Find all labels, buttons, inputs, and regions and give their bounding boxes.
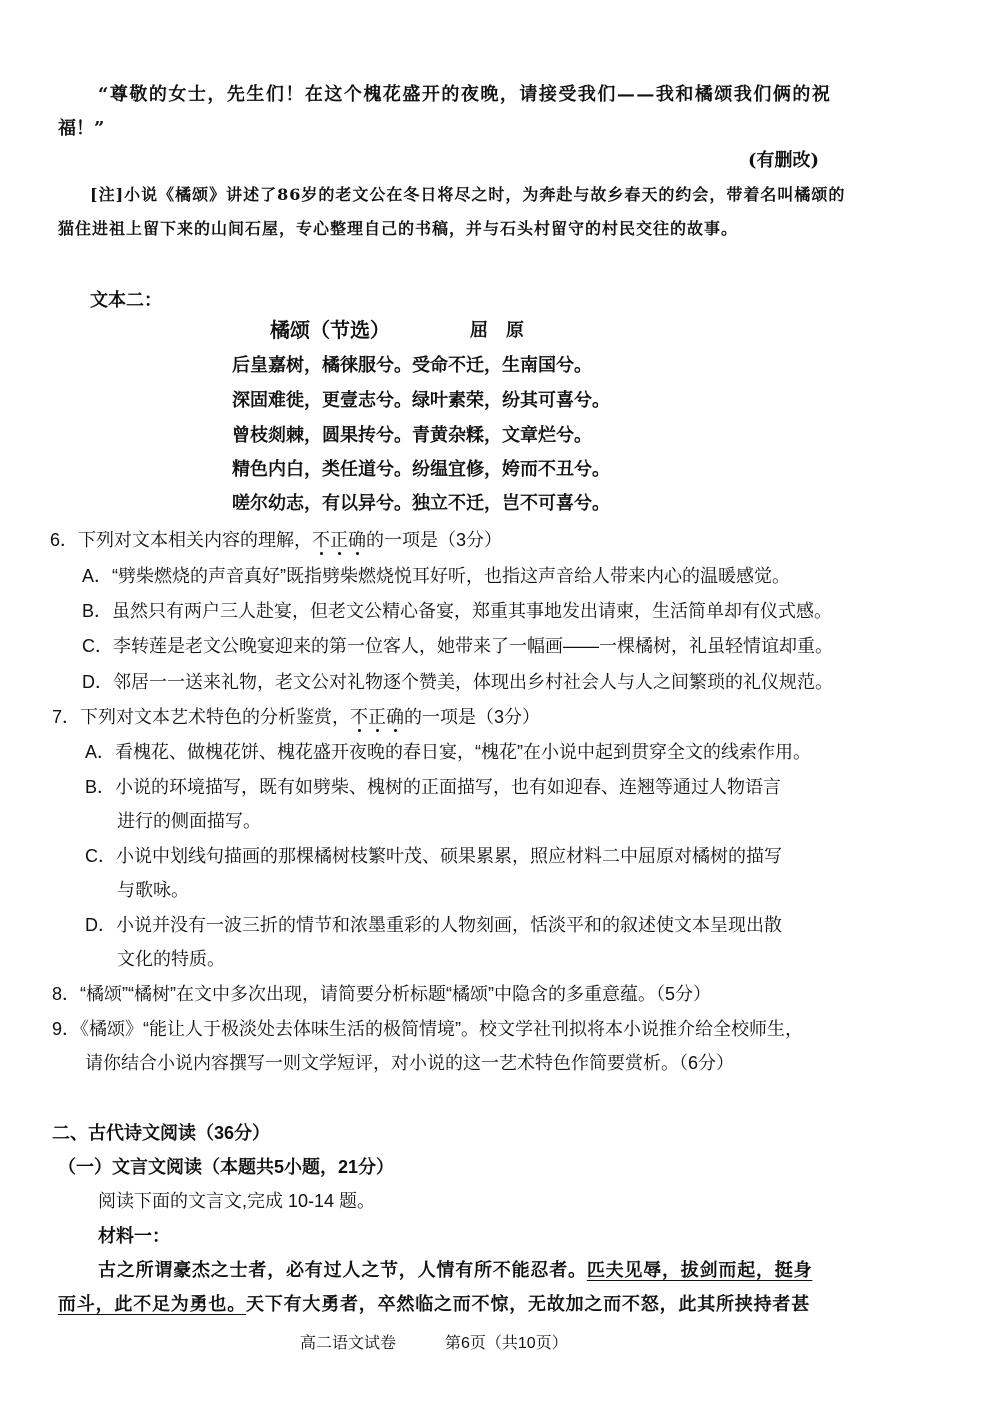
question-9-line-1: 9．《橘颂》“能让人于极淡处去体味生活的极简情境”。校文学社刊拟将本小说推介给全校师生， xyxy=(52,1019,803,1039)
footer-page-number: 第6页（共10页） xyxy=(445,1335,568,1352)
section-2-instruction: 阅读下面的文言文,完成 10-14 题。 xyxy=(98,1191,376,1211)
emphasis-char: 不 xyxy=(350,707,369,727)
question-7-option-d-line-1: D．小说并没有一波三折的情节和浓墨重彩的人物刻画，恬淡平和的叙述使文本呈现出散 xyxy=(85,915,782,935)
poem-line: 后皇嘉树，橘徕服兮。受命不迁，生南国兮。 xyxy=(232,355,592,376)
material-one-line-1: 古之所谓豪杰之士者，必有过人之节，人情有所不能忍者。匹夫见辱，拔剑而起，挺身 xyxy=(98,1260,813,1281)
question-6-option-d: D．邻居一一送来礼物，老文公对礼物逐个赞美，体现出乡村社会人与人之间繁琐的礼仪规范。 xyxy=(82,672,833,692)
underlined-sentence: 匹夫见辱，拔剑而起，挺身 xyxy=(586,1260,813,1281)
question-7-option-c-line-1: C．小说中划线句描画的那棵橘树枝繁叶茂、硕果累累，照应材料二中屈原对橘树的描写 xyxy=(85,846,782,866)
poem-line: 曾枝剡棘，圆果抟兮。青黄杂糅，文章烂兮。 xyxy=(232,425,592,446)
question-6-option-c: C．李转莲是老文公晚宴迎来的第一位客人，她带来了一幅画——一棵橘树，礼虽轻情谊却重。 xyxy=(82,636,833,656)
footer-exam-name: 高二语文试卷 xyxy=(300,1335,397,1352)
question-6-option-b: B．虽然只有两户三人赴宴，但老文公精心备宴，郑重其事地发出请柬，生活简单却有仪式感。 xyxy=(82,601,833,621)
underlined-sentence: 而斗，此不足为勇也。 xyxy=(58,1294,246,1315)
question-6-option-a: A．“劈柴燃烧的声音真好”既指劈柴燃烧悦耳好听，也指这声音给人带来内心的温暖感觉。 xyxy=(82,566,790,586)
emphasis-char: 确 xyxy=(386,707,405,727)
question-7-option-a: A．看槐花、做槐花饼、槐花盛开夜晚的春日宴，“槐花”在小说中起到贯穿全文的线索作用。 xyxy=(85,742,811,762)
emphasis-char: 不 xyxy=(312,530,331,550)
poem-line: 深固难徙，更壹志兮。绿叶素荣，纷其可喜兮。 xyxy=(232,390,610,411)
text-two-heading: 文本二： xyxy=(90,290,162,311)
poem-line: 精色内白，类任道兮。纷缊宜修，姱而不丑兮。 xyxy=(232,459,610,480)
question-7-stem: 7．下列对文本艺术特色的分析鉴赏，不正确的一项是（3分） xyxy=(52,707,541,727)
section-2-subtitle: （一）文言文阅读（本题共5小题，21分） xyxy=(58,1157,395,1177)
material-one-line-2: 而斗，此不足为勇也。天下有大勇者，卒然临之而不惊，无故加之而不怒，此其所挟持者甚 xyxy=(58,1294,810,1315)
emphasis-char: 正 xyxy=(368,707,387,727)
question-7-option-d-line-2: 文化的特质。 xyxy=(117,949,225,969)
question-7-option-b-line-2: 进行的侧面描写。 xyxy=(117,811,261,831)
question-7-option-b-line-1: B．小说的环境描写，既有如劈柴、槐树的正面描写，也有如迎春、连翘等通过人物语言 xyxy=(85,777,782,797)
question-7-option-c-line-2: 与歌咏。 xyxy=(117,880,189,900)
quote-line-2: 福！” xyxy=(58,118,105,139)
emphasis-char: 正 xyxy=(330,530,349,550)
question-9-line-2: 请你结合小说内容撰写一则文学短评，对小说的这一艺术特色作简要赏析。（6分） xyxy=(85,1053,735,1073)
section-2-title: 二、古代诗文阅读（36分） xyxy=(52,1123,271,1143)
poem-author: 屈 原 xyxy=(470,320,524,341)
material-one-label: 材料一： xyxy=(98,1226,170,1246)
emphasis-char: 确 xyxy=(348,530,367,550)
quote-line-1: “尊敬的女士，先生们！在这个槐花盛开的夜晚，请接受我们——我和橘颂我们俩的祝 xyxy=(98,84,832,105)
footnote-line-1: [注]小说《橘颂》讲述了86岁的老文公在冬日将尽之时，为奔赴与故乡春天的约会，带着名叫橘颂的 xyxy=(90,185,846,204)
revised-note: (有删改) xyxy=(748,150,820,171)
question-8: 8．“橘颂”“橘树”在文中多次出现，请简要分析标题“橘颂”中隐含的多重意蕴。（5分） xyxy=(52,984,711,1004)
poem-line: 嗟尔幼志，有以异兮。独立不迁，岂不可喜兮。 xyxy=(232,493,610,514)
poem-title: 橘颂（节选） xyxy=(270,320,390,342)
question-6-stem: 6．下列对文本相关内容的理解，不正确的一项是（3分） xyxy=(50,530,503,550)
footnote-line-2: 猫住进祖上留下来的山间石屋，专心整理自己的书稿，并与石头村留守的村民交往的故事。 xyxy=(58,219,739,238)
